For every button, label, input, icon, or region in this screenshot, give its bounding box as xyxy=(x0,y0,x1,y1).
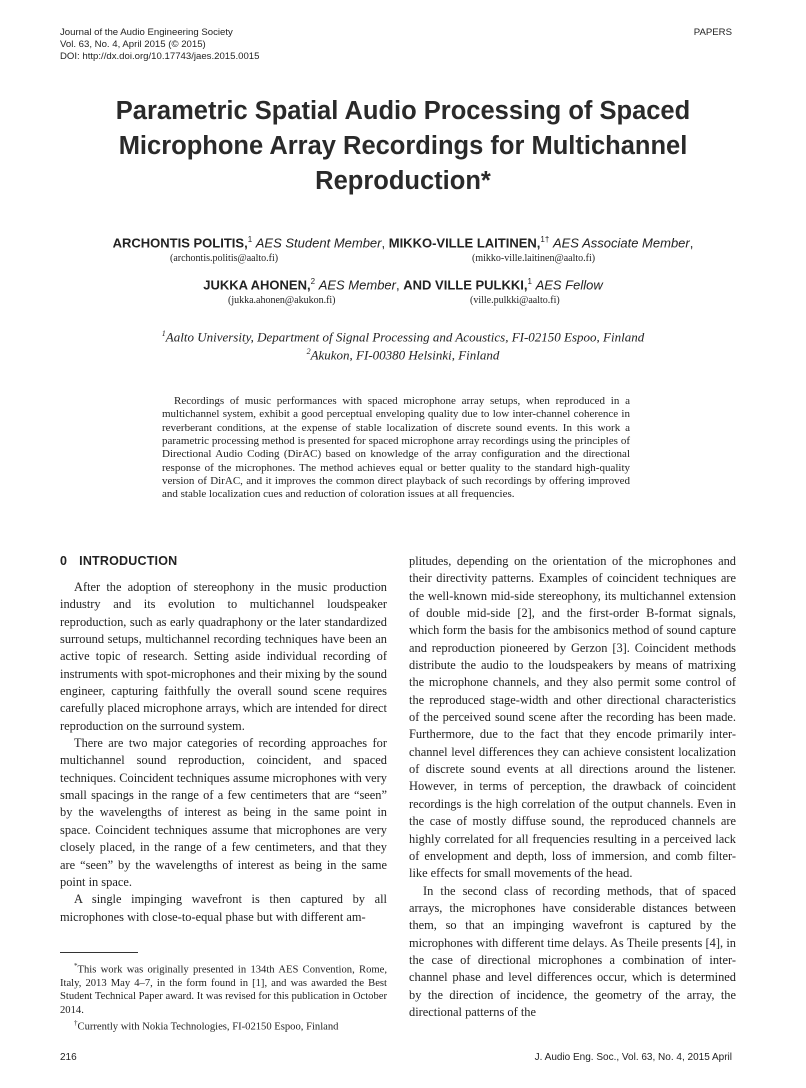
author-row-1: ARCHONTIS POLITIS,$^1$ AES Student Member, MIKKO-VILLE LAITINEN,$^{1\dagger}$ AES Associate Member, xyxy=(112,235,694,251)
journal-name: Journal of the Audio Engineering Society xyxy=(60,27,233,38)
paragraph: There are two major categories of recording approaches for multichannel sound reproduction, coincident, and spaced techniques. Coincident techniques assume microphones with very small spacings in the range of a few centimeters that are “seen” by the wavelengths of interest as being in the same point in space. Coincident techniques assume that microphones are very closely placed, in the range of a few centimeters, and that they are “seen” by the wavelengths of interest as being in the same point in space. xyxy=(60,736,387,889)
journal-doi[interactable]: DOI: http://dx.doi.org/10.17743/jaes.2015.0015 xyxy=(60,51,260,62)
author-email[interactable]: (archontis.politis@aalto.fi) xyxy=(170,253,279,264)
footnote-mark: † xyxy=(74,1019,78,1028)
footer-citation: J. Audio Eng. Soc., Vol. 63, No. 4, 2015 April xyxy=(534,1052,732,1063)
section-heading xyxy=(60,554,189,568)
paragraph: A single impinging wavefront is then captured by all microphones with close-to-equal phase but with different am- xyxy=(60,892,387,924)
abstract xyxy=(162,395,630,502)
paper-title xyxy=(60,94,746,199)
footnote-text: Currently with Nokia Technologies, FI-02150 Espoo, Finland xyxy=(77,1021,339,1033)
author-affil-mark: 1 xyxy=(247,235,253,244)
footnote-text: This work was originally presented in 134th AES Convention, Rome, Italy, 2013 May 4–7, in the form found in [1], and was awarded the Best Student Technical Paper award. It was revised for this publication in October 2014. xyxy=(60,964,387,1016)
author-email[interactable]: (ville.pulkki@aalto.fi) xyxy=(470,295,560,306)
footnote-mark: * xyxy=(74,962,78,970)
journal-header xyxy=(60,27,259,63)
footnote-divider xyxy=(60,952,138,953)
author-affil-mark: 2 xyxy=(310,277,316,286)
affiliation-text: Aalto University, Department of Signal Processing and Acoustics, FI-02150 Espoo, Finland xyxy=(165,329,645,345)
author-role: AES Fellow xyxy=(535,277,603,293)
affiliation-mark: 1 xyxy=(161,329,166,338)
author-email[interactable]: (mikko-ville.laitinen@aalto.fi) xyxy=(472,253,596,264)
paragraph: plitudes, depending on the orientation of the microphones and their directivity patterns. Examples of coincident techniques are the well-known mid-side stereophony, its multichannel extension of double mid-side [2], and the first-order B-format signals, which form the basis for the ambisonics method of sound capture and reproduction pioneered by Gerzon [3]. Coincident methods distribute the audio to the loudspeakers by means of matrixing the microphone channels, and they also permit some control of the reproduced stage-width and other directional characteristics of the perceived sound scene after the recording has been made. Furthermore, due to the fact that they encode primarily inter-channel level differences they can achieve consistent localization of discrete sound events at all directions around the listener. However, in terms of perception, the drawback of coincident recordings is the high correlation of the output channels. Even in the case of mostly diffuse sound, the reproduced channels are highly correlated for all frequencies resulting in a perceived lack of envelopment and depth, loss of immersion, and comb filter-like effects for small movements of the head. xyxy=(409,554,736,881)
author-email[interactable]: (jukka.ahonen@akukon.fi) xyxy=(228,295,336,306)
page-number: 216 xyxy=(60,1052,77,1063)
author-role: AES Associate Member xyxy=(552,235,690,251)
affiliation-mark: 2 xyxy=(306,347,311,356)
title-line-1: Parametric Spatial Audio Processing of Spaced xyxy=(115,97,691,125)
author-row-2: JUKKA AHONEN,$^2$ AES Member, AND VILLE PULKKI,$^1$ AES Fellow xyxy=(203,277,603,293)
paragraph: In the second class of recording methods, that of spaced arrays, the microphones have considerable distances between them, so that an impinging wavefront is captured by the microphones with different time delays. As Theile presents [4], in the case of directional microphones a combination of inter-channel phase and level differences occur, which is determined by the direction of incidence, the geometry of the array, the directional patterns of the xyxy=(409,883,736,1019)
author-affil-mark: 1 xyxy=(527,277,532,286)
affiliation-text: Akukon, FI-00380 Helsinki, Finland xyxy=(310,347,500,363)
author-name: JUKKA AHONEN, xyxy=(203,277,311,293)
left-column xyxy=(60,579,387,926)
journal-volume: Vol. 63, No. 4, April 2015 (© 2015) xyxy=(60,39,206,50)
title-line-2: Microphone Array Recordings for Multichannel xyxy=(118,132,688,160)
author-role: AES Member xyxy=(318,277,396,293)
affiliation-2 xyxy=(0,343,806,364)
author-name: VILLE PULKKI, xyxy=(435,277,528,293)
section-number: 0 xyxy=(60,554,68,568)
author-affil-mark: 1† xyxy=(540,235,550,244)
right-column xyxy=(409,553,736,1021)
author-conjunction: AND xyxy=(403,277,432,293)
author-name: ARCHONTIS POLITIS, xyxy=(112,235,248,251)
abstract-text: Recordings of music performances with spaced microphone array setups, when reproduced in a multichannel system, exhibit a good perceptual enveloping quality due to low inter-channel coherence in reverberant conditions, at the expense of stable localization of discrete sound events. In this work a parametric processing method is presented for spaced microphone array recordings using the principles of Directional Audio Coding (DirAC) based on knowledge of the array configuration and the directional response of the microphones. The method achieves equal or better quality to the standard high-quality version of DirAC, and it improves the common direct playback of such recordings by offering improved and stable localization cues and reduction of coloration issues at all frequencies. xyxy=(162,395,630,501)
section-title: INTRODUCTION xyxy=(79,554,178,568)
footnotes xyxy=(60,960,387,1034)
title-line-3: Reproduction* xyxy=(315,167,491,195)
section-label: PAPERS xyxy=(693,27,732,38)
footnote xyxy=(60,1017,387,1034)
footnote xyxy=(60,960,387,1017)
paragraph: After the adoption of stereophony in the music production industry and its evolution to multichannel loudspeaker reproduction, such as early quadraphony or the later standardized surround setups, multichannel recording techniques have been an active topic of research. Setting aside individual recording of instruments with spot-microphones and their mixing by the sound engineer, capturing faithfully the overall sound scene requires carefully placed microphone arrays, which are intended for direct reproduction on the surround system. xyxy=(60,580,387,733)
author-role: AES Student Member xyxy=(255,235,382,251)
author-name: MIKKO-VILLE LAITINEN, xyxy=(388,235,541,251)
